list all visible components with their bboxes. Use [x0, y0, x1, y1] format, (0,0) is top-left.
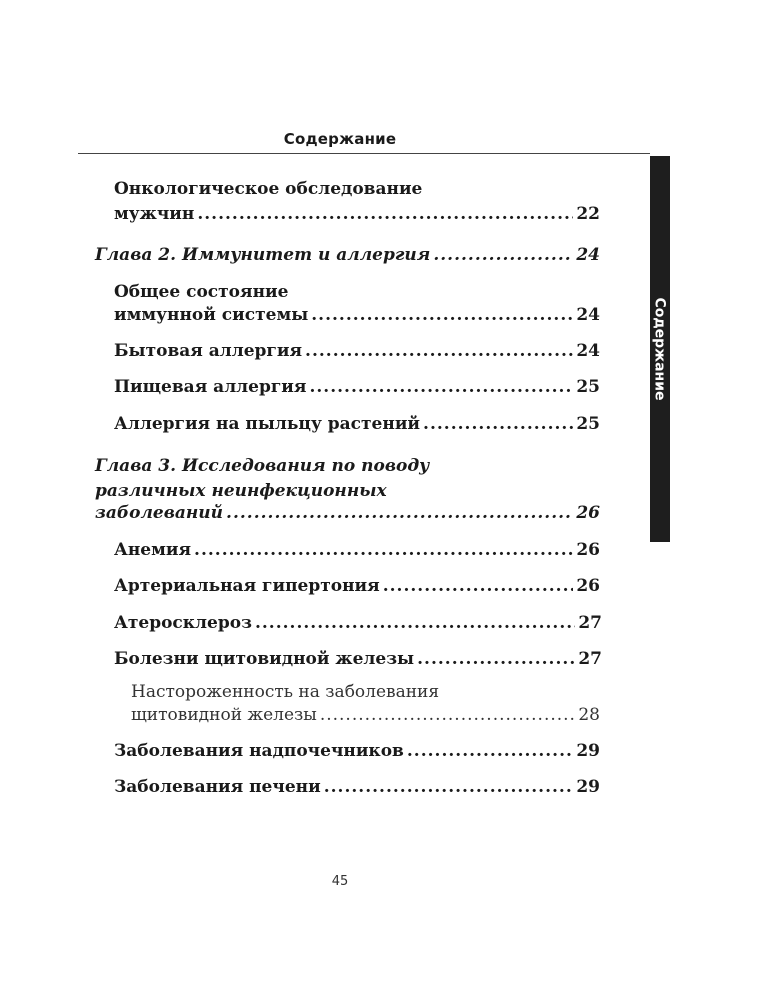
toc-entry-hypertension-title: Артериальная гипертония — [114, 576, 380, 596]
dot-leader — [383, 573, 574, 599]
toc-entry-household[interactable] — [114, 338, 600, 364]
toc-subentry-thyroid-alert-line2: щитовидной железы — [131, 705, 317, 725]
dot-leader — [197, 201, 573, 227]
toc-entry-thyroid[interactable] — [114, 646, 602, 672]
toc-chapter-3-page: 26 — [576, 503, 600, 523]
toc-entry-immune-page: 24 — [576, 305, 600, 325]
toc-entry-onco-line1: Онкологическое обследование — [114, 179, 423, 199]
toc-chapter-2-title: Глава 2. Иммунитет и аллергия — [95, 245, 431, 265]
toc-entry-anemia-page: 26 — [576, 540, 600, 560]
toc-entry-hypertension[interactable] — [114, 573, 600, 599]
toc-subentry-thyroid-alert-page: 28 — [578, 705, 600, 725]
page-number: 45 — [331, 874, 349, 889]
page-header-title: Содержание — [283, 130, 397, 148]
dot-leader — [433, 242, 573, 268]
toc-entry-thyroid-title: Болезни щитовидной железы — [114, 649, 415, 669]
toc-chapter-2[interactable] — [95, 242, 600, 268]
toc-entry-hypertension-page: 26 — [576, 576, 600, 596]
toc-entry-atherosclerosis-page: 27 — [578, 613, 602, 633]
toc-entry-thyroid-page: 27 — [578, 649, 602, 669]
toc-entry-food[interactable] — [114, 374, 600, 400]
dot-leader — [423, 411, 573, 437]
toc-entry-pollen-title: Аллергия на пыльцу растений — [114, 414, 421, 434]
dot-leader — [320, 702, 576, 728]
toc-chapter-2-page: 24 — [576, 245, 600, 265]
toc-entry-pollen-page: 25 — [576, 414, 600, 434]
dot-leader — [194, 537, 573, 563]
toc-entry-household-page: 24 — [576, 341, 600, 361]
toc-entry-atherosclerosis-title: Атеросклероз — [114, 613, 252, 633]
dot-leader — [255, 610, 575, 636]
toc-entry-anemia[interactable] — [114, 537, 600, 563]
toc-entry-food-page: 25 — [576, 377, 600, 397]
dot-leader — [309, 374, 573, 400]
toc-entry-immune-line1: Общее состояние — [114, 282, 289, 302]
toc-subentry-thyroid-alert-line1: Настороженность на заболевания — [131, 682, 440, 702]
toc-entry-anemia-title: Анемия — [114, 540, 192, 560]
dot-leader — [407, 738, 573, 764]
header-rule — [78, 153, 650, 154]
dot-leader — [324, 774, 574, 800]
dot-leader — [226, 500, 573, 526]
side-tab — [650, 156, 670, 542]
toc-chapter-3-line1: Глава 3. Исследования по поводу — [95, 456, 430, 476]
dot-leader — [311, 302, 573, 328]
dot-leader — [305, 338, 573, 364]
side-tab-label: Содержание — [652, 297, 669, 401]
toc-entry-liver[interactable] — [114, 774, 600, 800]
toc-entry-immune-line2: иммунной системы — [114, 305, 309, 325]
toc-entry-liver-title: Заболевания печени — [114, 777, 321, 797]
toc-chapter-3-line2: различных неинфекционных — [95, 481, 387, 501]
toc-entry-atherosclerosis[interactable] — [114, 610, 602, 636]
dot-leader — [417, 646, 575, 672]
toc-entry-food-title: Пищевая аллергия — [114, 377, 307, 397]
toc-entry-adrenal-page: 29 — [576, 741, 600, 761]
side-tab-label-wrap — [650, 156, 670, 542]
toc-entry-liver-page: 29 — [576, 777, 600, 797]
toc-chapter-3-line3: заболеваний — [95, 503, 224, 523]
toc-entry-adrenal[interactable] — [114, 738, 600, 764]
toc-entry-household-title: Бытовая аллергия — [114, 341, 303, 361]
toc-entry-pollen[interactable] — [114, 411, 600, 437]
toc-entry-adrenal-title: Заболевания надпочечников — [114, 741, 404, 761]
toc-entry-onco-page: 22 — [576, 204, 600, 224]
toc-entry-onco-line2: мужчин — [114, 204, 195, 224]
